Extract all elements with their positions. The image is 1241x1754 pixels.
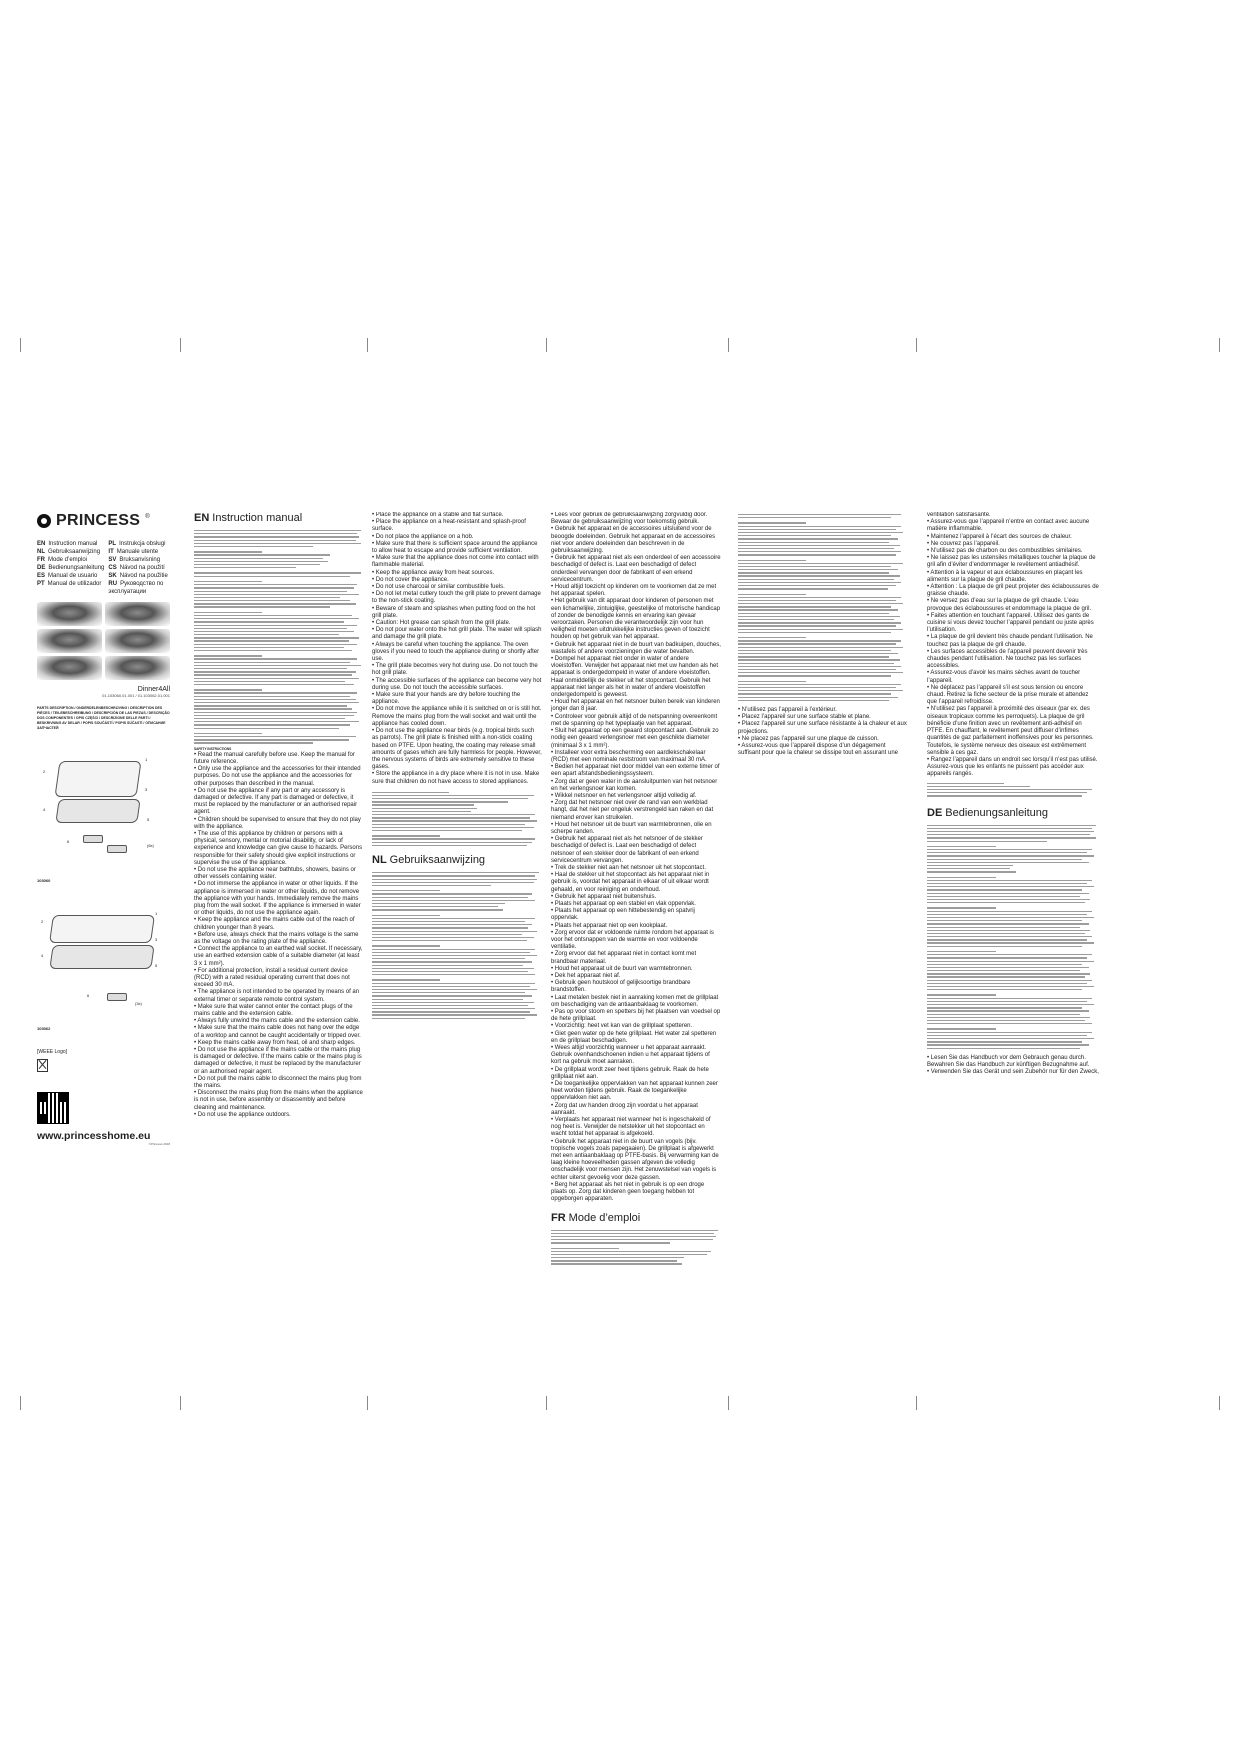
list-item: • For additional protection, install a residual current device (RCD) with a rated residual operating current that does not exceed 30 mA. bbox=[194, 967, 350, 989]
list-item: • Do not pull the mains cable to disconnect the mains plug from the mains. bbox=[194, 1075, 362, 1090]
grill-plate bbox=[49, 915, 158, 943]
list-item: • Make sure that water cannot enter the contact plugs of the mains cable and the extension cable. bbox=[194, 1003, 353, 1017]
language-item: PT Manual de utilizador bbox=[37, 581, 102, 587]
list-item: • Placez l’appareil sur une surface résistante à la chaleur et aux projections. bbox=[738, 721, 907, 735]
list-item: • Gebruik het apparaat en de accessoires uitsluitend voor de beoogde doeleinden. Gebruik het apparaat en de accessoires niet voor andere doeleinden dan beschreven in de gebruiksaanwijzing. bbox=[551, 526, 716, 555]
list-item: • Rangez l’appareil dans un endroit sec lorsqu’il n’est pas utilisé. Assurez-vous que les enfants ne puissent pas accéder aux appareils rangés. bbox=[927, 756, 1098, 778]
list-item: • Wees altijd voorzichtig wanneer u het apparaat aanraakt. Gebruik ovenhandschoenen indien u het apparaat tijdens of kort na gebruik moet aanraken. bbox=[551, 1045, 710, 1066]
product-photo bbox=[105, 629, 170, 653]
callout: 2 bbox=[43, 769, 46, 774]
list-item: • Zorg ervoor dat er voldoende ruimte rondom het apparaat is voor het ontsnappen van de warmte en voor voldoende ventilatie. bbox=[551, 929, 714, 951]
language-item: EN Instruction manual bbox=[37, 541, 98, 547]
callout: (6x) bbox=[147, 843, 154, 848]
list-item: • Houd het apparaat en het netsnoer buiten bereik van kinderen jonger dan 8 jaar. bbox=[551, 699, 720, 713]
en-column bbox=[194, 512, 364, 1632]
callout: 6 bbox=[87, 993, 90, 998]
callout: 1 bbox=[145, 757, 148, 762]
crossed-bin-icon bbox=[37, 1059, 48, 1072]
product-codes: 01.103060.01.001 / 01.103062.01.001 bbox=[102, 693, 170, 698]
list-item: • Verwenden Sie das Gerät und sein Zubehör nur für den Zweck, bbox=[927, 1069, 1099, 1076]
list-item: • Lees voor gebruik de gebruiksaanwijzing zorgvuldig door. Bewaar de gebruiksaanwijzing voor toekomstig gebruik. bbox=[551, 512, 708, 526]
list-item: • Gebruik geen houtskool of gelijksoortige brandbare brandstoffen. bbox=[551, 980, 691, 994]
princess-crest-icon bbox=[37, 514, 51, 528]
list-item: • Assurez-vous que l’appareil n’entre en contact avec aucune matière inflammable. bbox=[927, 519, 1090, 533]
list-item: • Do not use the appliance if any part or any accessory is damaged or defective. If any part is damaged or defective, it must be replaced by the manufacturer or an authorised repair agent. bbox=[194, 787, 358, 816]
de-safety-list bbox=[927, 1055, 1099, 1077]
language-item: CS Návod na použití bbox=[108, 565, 165, 571]
list-item: • Before use, always check that the mains voltage is the same as the voltage on the rating plate of the appliance. bbox=[194, 931, 359, 945]
language-item: FR Mode d’emploi bbox=[37, 557, 88, 563]
product-photos bbox=[37, 602, 170, 680]
trim-mark bbox=[180, 1396, 181, 1410]
list-item: ventilation satisfaisante. bbox=[927, 512, 991, 518]
list-item: • The use of this appliance by children or persons with a physical, sensory, mental or motorial disability, or lack of experience and knowledge can give cause to hazards. Persons responsible for their safety should give explicit instructions or supervise the use of the appliance. bbox=[194, 830, 363, 866]
list-item: • Installeer voor extra bescherming een aardlekschakelaar (RCD) met een nominale reststroom van maximaal 30 mA. bbox=[551, 749, 707, 763]
trim-mark bbox=[367, 338, 368, 352]
language-item: PL Instrukcja obsługi bbox=[108, 541, 166, 547]
list-item: • Do not let metal cutlery touch the grill plate to prevent damage to the non-stick coating. bbox=[372, 591, 541, 605]
fr-end-text bbox=[927, 783, 1099, 797]
trim-mark bbox=[367, 1396, 368, 1410]
list-item: • Placez l’appareil sur une surface stable et plane. bbox=[738, 714, 871, 721]
registered-mark: ® bbox=[145, 514, 150, 520]
list-item: • Ne déplacez pas l’appareil s’il est sous tension ou encore chaud. Retirez la fiche secteur de la prise murale et attendez que l’appareil refroidisse. bbox=[927, 684, 1089, 706]
en-nl-column bbox=[372, 512, 542, 1632]
fr-column bbox=[738, 512, 908, 1632]
list-item: • Do not use the appliance if the mains cable or the mains plug is damaged or defective. If the mains cable or the mains plug is damaged or defective, it must be replaced by the manufacturer or an authorised repair agent. bbox=[194, 1047, 362, 1075]
list-item: • De grillplaat wordt zeer heet tijdens gebruik. Raak de hete grillplaat niet aan. bbox=[551, 1066, 709, 1080]
trim-mark bbox=[916, 338, 917, 352]
list-item: • Do not use the appliance outdoors. bbox=[194, 1111, 291, 1118]
list-item: • Dompel het apparaat niet onder in water of andere vloeistoffen. Verwijder het apparaat niet met uw handen als het apparaat is ondergedompeld in water of andere vloeistoffen. Haal onmiddellijk de stekker uit het stopcontact. Gebruik het apparaat niet langer als het in water of andere vloeistoffen ondergedompeld is geweest. bbox=[551, 656, 718, 699]
list-item: • Lesen Sie das Handbuch vor dem Gebrauch genau durch. Bewahren Sie das Handbuch zur künftigen Bezugnahme auf. bbox=[927, 1054, 1090, 1069]
copyright: ©Princess 2018 bbox=[148, 1142, 170, 1146]
list-item: • Keep the appliance and the mains cable out of the reach of children younger than 8 years. bbox=[194, 917, 355, 931]
callout: (3x) bbox=[135, 1001, 142, 1006]
product-photo bbox=[37, 656, 102, 680]
list-item: • Read the manual carefully before use. Keep the manual for future reference. bbox=[194, 751, 355, 765]
list-item: • Place the appliance on a heat-resistant and splash-proof surface. bbox=[372, 519, 526, 533]
parts-diagram-103060 bbox=[37, 739, 170, 889]
list-item: • The grill plate becomes very hot during use. Do not touch the hot grill plate. bbox=[372, 663, 538, 677]
list-item: • Faites attention en touchant l’appareil. Utilisez des gants de cuisine si vous devez toucher l’appareil pendant ou juste après l’utilisation. bbox=[927, 612, 1094, 634]
language-item: DE Bedienungsanleitung bbox=[37, 565, 105, 571]
raclette-pan bbox=[107, 993, 127, 1001]
list-item: • Het gebruik van dit apparaat door kinderen of personen met een lichamelijke, zintuiglijke, geestelijke of motorische handicap of zonder de benodigde kennis en ervaring kan gevaar veroorzaken. Personen die verantwoordelijk zijn voor hun veiligheid moeten uitdrukkelijke instructies geven of toezicht houden op het gebruik van het apparaat. bbox=[551, 598, 721, 641]
list-item: • Attention à la vapeur et aux éclaboussures en plaçant les aliments sur la plaque de gril chaude. bbox=[927, 569, 1083, 583]
list-item: • Plaats het apparaat niet op een kookplaat. bbox=[551, 922, 668, 929]
list-item: • Do not use charcoal or similar combustible fuels. bbox=[372, 584, 505, 591]
list-item: • Only use the appliance and the accessories for their intended purposes. Do not use the appliance and the accessories for other purposes than described in the manual. bbox=[194, 766, 361, 787]
list-item: • Make sure that the mains cable does not hang over the edge of a worktop and cannot be caught accidentally or tripped over. bbox=[194, 1025, 361, 1039]
list-item: • Always fully unwind the mains cable and the extension cable. bbox=[194, 1018, 360, 1025]
list-item: • Plaats het apparaat op een stabiel en vlak oppervlak. bbox=[551, 900, 696, 907]
section-title-de: DE Bedienungsanleitung bbox=[927, 806, 1049, 819]
list-item: • Controleer voor gebruik altijd of de netspanning overeenkomt met de spanning op het typeplaatje van het apparaat. bbox=[551, 713, 718, 727]
parts-diagram-103062 bbox=[37, 897, 170, 1037]
list-item: • Berg het apparaat als het niet in gebruik is op een droge plaats op. Zorg dat kinderen geen toegang hebben tot opgeborgen apparaten. bbox=[551, 1181, 705, 1203]
list-item: • Gebruik het apparaat niet als een onderdeel of een accessoire beschadigd of defect is. Laat een beschadigd of defect onderdeel vervangen door de fabrikant of een erkend servicecentrum. bbox=[551, 555, 721, 583]
list-item: • Zorg dat het netsnoer niet over de rand van een werkblad hangt, dat het niet per ongeluk verstrengeld kan raken en dat niemand erover kan struikelen. bbox=[551, 800, 714, 821]
trim-mark bbox=[546, 338, 547, 352]
list-item: • Bedien het apparaat niet door middel van een externe timer of een apart afstandsbedieningssysteem. bbox=[551, 764, 720, 778]
list-item: • Dek het apparaat niet af. bbox=[551, 973, 621, 979]
list-item: • N’utilisez pas l’appareil à l’extérieur. bbox=[738, 707, 837, 714]
language-item: RU Руководство по эксплуатации bbox=[108, 581, 164, 595]
model-number: 103062 bbox=[37, 1026, 51, 1031]
list-item: • Assurez-vous d’avoir les mains sèches avant de toucher l’appareil. bbox=[927, 670, 1081, 684]
website: www.princesshome.eu bbox=[37, 1130, 151, 1142]
trim-mark bbox=[20, 1396, 21, 1410]
section-title-nl: NL Gebruiksaanwijzing bbox=[372, 854, 486, 867]
list-item: • Children should be supervised to ensure that they do not play with the appliance. bbox=[194, 816, 361, 830]
list-item: • Assurez-vous que l’appareil dispose d’un dégagement suffisant pour que la chaleur se dissipe tout en assurant une bbox=[738, 743, 898, 757]
list-item: • Do not place the appliance on a hob. bbox=[372, 533, 474, 540]
product-photo bbox=[105, 602, 170, 626]
grill-plate bbox=[54, 761, 141, 797]
list-item: • Ne couvrez pas l’appareil. bbox=[927, 540, 1000, 547]
list-item: • Make sure that there is sufficient space around the appliance to allow heat to escape and provide sufficient ventilation. bbox=[372, 540, 538, 555]
list-item: • The appliance is not intended to be operated by means of an external timer or separate remote control system. bbox=[194, 989, 360, 1003]
list-item: • Les surfaces accessibles de l’appareil peuvent devenir très chaudes pendant l’utilisation. Ne touchez pas les surfaces accessibles. bbox=[927, 648, 1088, 670]
list-item: • De toegankelijke oppervlakken van het apparaat kunnen zeer heet worden tijdens gebruik. Raak de toegankelijke oppervlakken niet aan. bbox=[551, 1081, 718, 1102]
list-item: • Do not move the appliance while it is switched on or is still hot. Remove the mains plug from the wall socket and wait until the appliance has cooled down. bbox=[372, 706, 542, 727]
fr-intro-text bbox=[551, 1230, 721, 1265]
callout: 6 bbox=[67, 839, 70, 844]
en-intro-text bbox=[194, 530, 364, 744]
list-item: • Pas op voor stoom en spetters bij het plaatsen van voedsel op de hete grillplaat. bbox=[551, 1009, 721, 1023]
list-item: • La plaque de gril devient très chaude pendant l’utilisation. Ne touchez pas la plaque de gril chaude. bbox=[927, 634, 1093, 648]
list-item: • Maintenez l’appareil à l’écart des sources de chaleur. bbox=[927, 533, 1072, 540]
list-item: • Plaats het apparaat op een hittebestendig en spatvrij oppervlak. bbox=[551, 908, 695, 922]
raclette-pan bbox=[107, 845, 127, 853]
list-item: • Attention : La plaque de gril peut projeter des éclaboussures de graisse chaude. bbox=[927, 584, 1099, 598]
list-item: • Houd altijd toezicht op kinderen om te voorkomen dat ze met het apparaat spelen. bbox=[551, 584, 717, 598]
product-photo bbox=[37, 629, 102, 653]
language-item: SK Návod na použitie bbox=[108, 573, 168, 579]
list-item: • Keep the appliance away from heat sources. bbox=[372, 569, 495, 576]
en-safety-list bbox=[194, 752, 364, 1119]
list-item: • N’utilisez pas l’appareil à proximité des oiseaux (par ex. des oiseaux tropicaux comme les perroquets). La plaque de gril bénéficie d’une finition avec un revêtement anti-adhésif en PTFE. En chauffant, le revêtement peut diffuser d’infimes quantités de gaz parfaitement inoffensives pour les personnes. Toutefois, le système nerveux des oiseaux est extrêmement sensible à ces gaz. bbox=[927, 706, 1094, 756]
trim-mark bbox=[728, 338, 729, 352]
list-item: • Keep the mains cable away from heat, oil and sharp edges. bbox=[194, 1039, 356, 1046]
trim-mark bbox=[20, 338, 21, 352]
language-item: ES Manual de usuario bbox=[37, 573, 98, 579]
product-photo bbox=[37, 602, 102, 626]
nl-safety-list bbox=[551, 512, 721, 1204]
trim-mark bbox=[728, 1396, 729, 1410]
list-item: • Haal de stekker uit het stopcontact als het apparaat niet in gebruik is, voordat het apparaat in elkaar of uit elkaar wordt gehaald, en voor reiniging en onderhoud. bbox=[551, 872, 710, 893]
list-item: • Giet geen water op de hete grillplaat. Het water zal spetteren en de grillplaat beschadigen. bbox=[551, 1030, 717, 1044]
list-item: • Always be careful when touching the appliance. The oven gloves if you need to touch the appliance during or shortly after use. bbox=[372, 641, 540, 663]
heating-base bbox=[49, 945, 154, 969]
list-item: • Verplaats het apparaat niet wanneer het is ingeschakeld of nog heet is. Verwijder de netstekker uit het stopcontact en wacht totdat het apparaat is afgekoeld. bbox=[551, 1117, 711, 1138]
trim-mark bbox=[916, 1396, 917, 1410]
list-item: • Do not pour water onto the hot grill plate. The water will splash and damage the grill plate. bbox=[372, 627, 542, 641]
trim-mark bbox=[1219, 338, 1220, 352]
language-item: IT Manuale utente bbox=[108, 549, 159, 555]
list-item: • Caution: Hot grease can splash from the grill plate. bbox=[372, 620, 511, 627]
list-item: • Ne versez pas d’eau sur la plaque de gril chaude. L’eau provoque des éclaboussures et endommage la plaque de gril. bbox=[927, 598, 1092, 612]
nl-text bbox=[372, 872, 542, 1019]
qr-code-icon bbox=[37, 1092, 69, 1124]
list-item: • Place the appliance on a stable and flat surface. bbox=[372, 512, 504, 518]
list-item: • Sluit het apparaat op een geaard stopcontact aan. Gebruik zo nodig een geaard verlengsnoer met een geschikte diameter (minimaal 3 x 1 mm²). bbox=[551, 728, 719, 749]
cover-column bbox=[37, 512, 170, 1632]
list-item: • Do not use the appliance near bathtubs, showers, basins or other vessels containing water. bbox=[194, 866, 356, 881]
list-item: • The accessible surfaces of the appliance can become very hot during use. Do not touch the accessible surfaces. bbox=[372, 677, 542, 691]
callout: 5 bbox=[155, 963, 158, 968]
product-name: Dinner4All bbox=[137, 686, 170, 693]
list-item: • N’utilisez pas de charbon ou des combustibles similaires. bbox=[927, 548, 1083, 555]
list-item: • Gebruik het apparaat niet als het netsnoer of de stekker beschadigd of defect is. Laat een beschadigd of defect netsnoer of een stekker door de fabrikant of een erkend servicecentrum vervangen. bbox=[551, 836, 703, 864]
list-item: • Store the appliance in a dry place where it is not in use. Make sure that children do not have access to stored appliances. bbox=[372, 771, 540, 785]
list-item: • Gebruik het apparaat niet in de buurt van vogels (bijv. tropische vogels zoals papegaaien). De grillplaat is afgewerkt met een antiaanbaklaag op PTFE-basis. Bij verwarming kan de laag kleine hoeveelheden gassen afgeven die volledig onschadelijk voor mensen zijn. Het zenuwstelsel van vogels is echter uiterst gevoelig voor deze gassen. bbox=[551, 1138, 719, 1181]
list-item: • Make sure that your hands are dry before touching the appliance. bbox=[372, 692, 521, 706]
fr-safety-early bbox=[738, 707, 908, 757]
parts-heading: PARTS DESCRIPTION / ONDERDELENBESCHRIJVING / DESCRIPTION DES PIÈCES / TEILEBESCHREIBUNG / DESCRIPCIÓN DE LAS PIEZAS / DESCRIÇÃO DOS COMPONENTES / OPIS CZĘŚCI / DESCRIZIONE DELLE PARTI / BESKRIVNING AV DELAR / POPIS SOUČÁSTÍ / POPIS SÚČASTÍ / ОПИСАНИЕ ЗАПЧАСТЕЙ bbox=[37, 706, 170, 730]
list-item: • Wikkel netsnoer en het verlengsnoer altijd volledig af. bbox=[551, 792, 697, 799]
product-photo bbox=[105, 656, 170, 680]
callout: 4 bbox=[41, 953, 44, 958]
list-item: • Voorzichtig: heet vet kan van de grillplaat spetteren. bbox=[551, 1023, 693, 1030]
list-item: • Disconnect the mains plug from the mains when the appliance is not in use, before assembly or disassembly and before cleaning and maintenance. bbox=[194, 1090, 363, 1111]
callout: 2 bbox=[41, 919, 44, 924]
de-text bbox=[927, 825, 1099, 1049]
list-item: • Ne laissez pas les ustensiles métalliques toucher la plaque de gril afin d’éviter d’endommager le revêtement antiadhésif. bbox=[927, 555, 1096, 569]
list-item: • Laat metalen bestek niet in aanraking komen met de grillplaat om beschadiging van de antiaanbaklaag te voorkomen. bbox=[551, 994, 719, 1008]
language-item: NL Gebruiksaanwijzing bbox=[37, 549, 101, 555]
section-title-en: EN Instruction manual bbox=[194, 512, 303, 524]
list-item: • Zorg dat uw handen droog zijn voordat u het apparaat aanraakt. bbox=[551, 1102, 698, 1116]
brand-header bbox=[37, 512, 170, 530]
list-item: • Zorg ervoor dat het apparaat niet in contact komt met brandbaar materiaal. bbox=[551, 951, 697, 965]
weee-label: [WEEE Logo] bbox=[37, 1049, 68, 1055]
safety-heading-en: SAFETY INSTRUCTIONS bbox=[194, 746, 232, 751]
model-number: 103060 bbox=[37, 878, 51, 883]
callout: 5 bbox=[147, 817, 150, 822]
list-item: • Do not immerse the appliance in water or other liquids. If the appliance is immersed in water or other liquids, do not remove the appliance with your hands. Immediately remove the mains plug from the wall socket. If the appliance is immersed in water or other liquids, do not use the appliance again. bbox=[194, 881, 361, 917]
list-item: • Beware of steam and splashes when putting food on the hot grill plate. bbox=[372, 605, 536, 619]
brand-name: PRINCESS bbox=[56, 512, 141, 529]
fr-safety-list bbox=[927, 512, 1099, 779]
fr-de-column bbox=[927, 512, 1099, 1632]
raclette-pan bbox=[83, 835, 103, 843]
callout: 3 bbox=[145, 787, 148, 792]
language-item: SV Bruksanvisning bbox=[108, 557, 161, 563]
trim-mark bbox=[546, 1396, 547, 1410]
weee-block bbox=[37, 1049, 170, 1074]
list-item: • Houd het apparaat uit de buurt van warmtebronnen. bbox=[551, 965, 693, 972]
callout: 3 bbox=[155, 937, 158, 942]
list-item: • Make sure that the appliance does not come into contact with flammable material. bbox=[372, 555, 539, 569]
list-item: • Gebruik het apparaat niet buitenshuis. bbox=[551, 893, 657, 900]
list-item: • Zorg dat er geen water in de aansluitpunten van het netsnoer en het verlengsnoer kan komen. bbox=[551, 778, 718, 792]
en-extra-text bbox=[372, 792, 542, 846]
en-safety-list-continued bbox=[372, 512, 542, 786]
heating-base bbox=[55, 799, 140, 823]
trim-mark bbox=[1219, 1396, 1220, 1410]
section-title-fr: FR Mode d’emploi bbox=[551, 1211, 641, 1224]
list-item: • Do not cover the appliance. bbox=[372, 576, 449, 583]
list-item: • Houd het netsnoer uit de buurt van warmtebronnen, olie en scherpe randen. bbox=[551, 821, 712, 835]
list-item: • Trek de stekker niet aan het netsnoer uit het stopcontact. bbox=[551, 864, 706, 871]
list-item: • Connect the appliance to an earthed wall socket. If necessary, use an earthed extension cable of a suitable diameter (at least 3 x 1 mm²). bbox=[194, 946, 363, 967]
trim-mark bbox=[180, 338, 181, 352]
list-item: • Gebruik het apparaat niet in de buurt van badkuipen, douches, wastafels of andere voorzieningen die water bevatten. bbox=[551, 641, 721, 655]
language-list bbox=[37, 540, 170, 596]
nl-fr-column bbox=[551, 512, 721, 1632]
list-item: • Do not use the appliance near birds (e.g. tropical birds such as parrots). The grill plate is finished with a non-stick coating based on PTFE. Upon heating, the coating may release small amounts of gases which are fully harmless for people. However, the nervous systems of birds are extremely sensitive to these gases. bbox=[372, 728, 542, 771]
callout: 4 bbox=[43, 807, 46, 812]
list-item: • Ne placez pas l’appareil sur une plaque de cuisson. bbox=[738, 735, 879, 742]
fr-text bbox=[738, 514, 908, 701]
callout: 1 bbox=[155, 911, 158, 916]
